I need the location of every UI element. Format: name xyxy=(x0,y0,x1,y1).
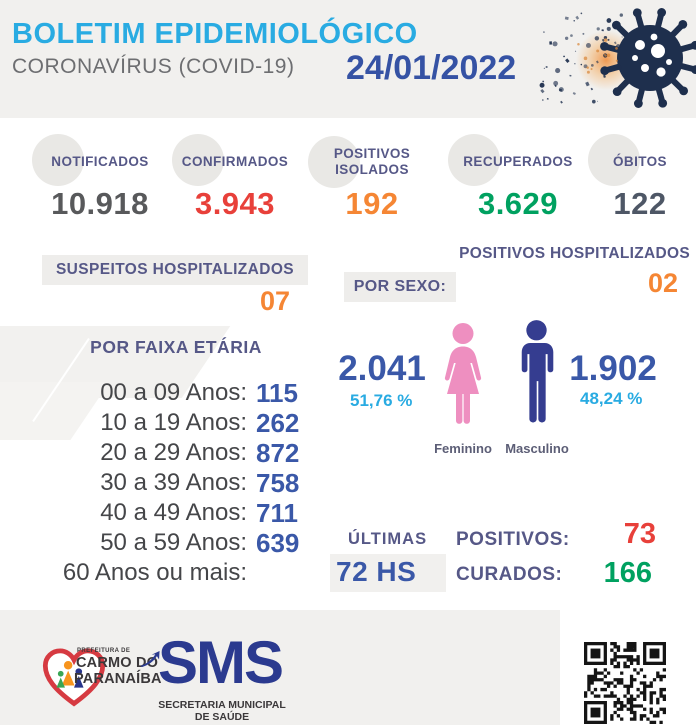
secretaria-line1: SECRETARIA MUNICIPAL xyxy=(158,699,286,711)
positives-hospitalized-value: 02 xyxy=(647,268,678,298)
qr-code xyxy=(584,642,666,724)
male-count: 1.902 xyxy=(569,349,657,388)
sms-logo-text: SMS xyxy=(158,629,283,696)
stat-obitos xyxy=(590,128,690,230)
suspects-hospitalized-label: SUSPEITOS HOSPITALIZADOS xyxy=(42,255,308,285)
age-label: 50 a 59 Anos: xyxy=(100,529,247,556)
age-label: 20 a 29 Anos: xyxy=(100,439,247,466)
stat-positivos-isolados xyxy=(308,128,436,230)
last72-cured-label: CURADOS: xyxy=(456,564,563,585)
virus-icon xyxy=(536,0,696,118)
stat-label: ÓBITOS xyxy=(613,153,667,169)
secretaria-line2: DE SAÚDE xyxy=(194,711,250,723)
age-value: 115 xyxy=(256,377,298,408)
age-row xyxy=(30,558,322,588)
stat-value: 192 xyxy=(345,186,399,221)
by-sex-label: POR SEXO: xyxy=(344,272,456,302)
age-label: 60 Anos ou mais: xyxy=(62,559,247,586)
age-label: 10 a 19 Anos: xyxy=(100,409,247,436)
stat-value: 3.629 xyxy=(477,186,559,221)
positives-hospitalized-label: POSITIVOS HOSPITALIZADOS xyxy=(459,245,690,262)
female-count: 2.041 xyxy=(338,349,426,388)
age-value: 711 xyxy=(256,497,298,528)
stat-confirmados xyxy=(168,128,302,230)
city-name-line1: CARMO DO xyxy=(76,655,159,671)
stat-value: 122 xyxy=(613,186,667,221)
suspects-hospitalized-value: 07 xyxy=(259,286,290,316)
stat-label: NOTIFICADOS xyxy=(51,153,149,169)
stat-value: 10.918 xyxy=(51,186,149,221)
stat-label: POSITIVOS ISOLADOS xyxy=(333,145,411,177)
age-value: 639 xyxy=(256,527,300,558)
age-row xyxy=(30,438,322,468)
age-row xyxy=(30,498,322,528)
age-label: 00 a 09 Anos: xyxy=(100,379,247,406)
stat-value: 3.943 xyxy=(194,186,276,221)
female-figure-icon xyxy=(432,321,494,428)
last72-title-line1: ÚLTIMAS xyxy=(348,530,428,548)
female-percent: 51,76 % xyxy=(350,391,413,410)
stat-notificados xyxy=(28,128,172,230)
age-label: 30 a 39 Anos: xyxy=(100,469,247,496)
age-row xyxy=(30,378,322,408)
female-label: Feminino xyxy=(434,441,492,456)
age-row xyxy=(30,468,322,498)
prefeitura-small-text: PREFEITURA DE xyxy=(77,648,131,654)
last72-positives-value: 73 xyxy=(623,518,656,550)
age-table xyxy=(30,378,322,588)
last72-cured-value: 166 xyxy=(603,557,652,589)
male-figure-icon xyxy=(508,319,565,427)
page-subtitle: CORONAVÍRUS (COVID-19) xyxy=(12,55,295,78)
city-name-line2: PARANAÍBA xyxy=(74,671,162,687)
male-label: Masculino xyxy=(505,441,569,456)
age-value: 262 xyxy=(256,407,300,438)
age-row xyxy=(30,528,322,558)
stat-recuperados xyxy=(444,128,592,230)
stat-label: RECUPERADOS xyxy=(463,153,573,169)
last72-positives-label: POSITIVOS: xyxy=(456,529,570,550)
male-percent: 48,24 % xyxy=(580,389,643,408)
bulletin-date: 24/01/2022 xyxy=(346,49,517,87)
last72-title-line2: 72 HS xyxy=(336,556,417,587)
age-row xyxy=(30,408,322,438)
age-value: 872 xyxy=(256,437,300,468)
age-label: 40 a 49 Anos: xyxy=(100,499,247,526)
page-title: BOLETIM EPIDEMIOLÓGICO xyxy=(12,18,418,50)
age-section-title: POR FAIXA ETÁRIA xyxy=(90,337,262,357)
age-value: 758 xyxy=(256,467,300,498)
stat-label: CONFIRMADOS xyxy=(181,153,289,169)
